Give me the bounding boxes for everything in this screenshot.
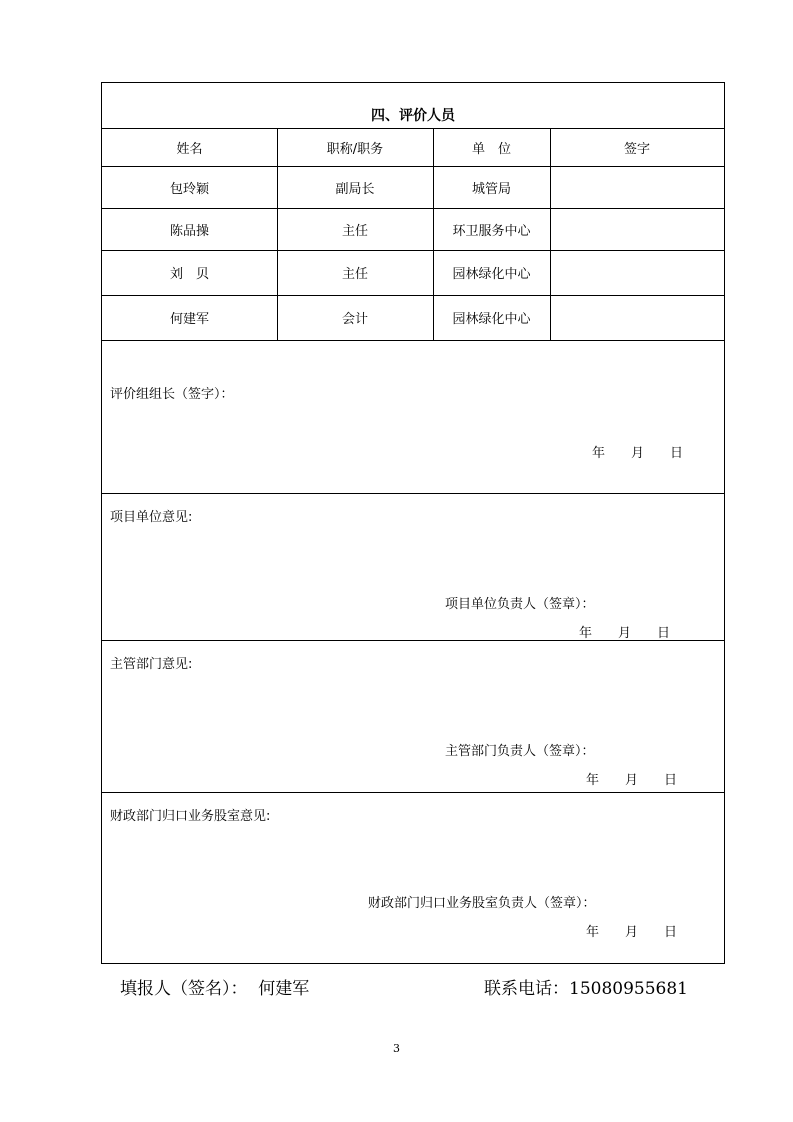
header-title: 职称/职务: [326, 141, 384, 157]
table-cell-title: 副局长: [335, 181, 375, 197]
table-cell-title: 会计: [341, 312, 368, 327]
header-signature: 签字: [623, 141, 650, 157]
table-cell-signature: [550, 166, 724, 208]
project-unit-label: 项目单位意见:: [110, 510, 193, 525]
table-cell-title: 主任: [341, 267, 368, 282]
table-cell-name: 包玲颖: [169, 181, 209, 197]
table-cell-name: 刘 贝: [169, 267, 209, 282]
table-cell-unit: 园林绿化中心: [452, 267, 531, 282]
finance-date: 年 月 日: [586, 925, 678, 940]
divider: [102, 340, 724, 341]
project-unit-date: 年 月 日: [579, 626, 671, 641]
page-number: 3: [393, 1042, 400, 1055]
filler-signature: 填报人（签名）： 何建军: [120, 979, 310, 999]
contact-phone: 联系电话：15080955681: [484, 979, 688, 999]
department-date: 年 月 日: [586, 773, 678, 788]
table-cell-signature: [550, 295, 724, 340]
finance-signer: 财政部门归口业务股室负责人（签章）：: [368, 896, 596, 911]
table-cell-signature: [550, 250, 724, 295]
project-unit-signer: 项目单位负责人（签章）：: [445, 597, 595, 612]
table-cell-unit: 环卫服务中心: [452, 223, 531, 239]
group-leader-date: 年 月 日: [592, 446, 684, 461]
header-unit: 单 位: [471, 141, 511, 157]
table-cell-unit: 园林绿化中心: [452, 312, 531, 327]
department-label: 主管部门意见:: [110, 657, 193, 672]
finance-label: 财政部门归口业务股室意见:: [110, 809, 271, 824]
evaluation-form-table: [101, 82, 725, 964]
divider: [102, 493, 724, 494]
section-title: 四、评价人员: [371, 108, 455, 124]
table-cell-name: 何建军: [169, 312, 209, 327]
table-cell-unit: 城管局: [471, 181, 511, 197]
department-signer: 主管部门负责人（签章）：: [445, 744, 595, 759]
table-cell-signature: [550, 208, 724, 250]
divider: [102, 792, 724, 793]
table-cell-name: 陈品操: [169, 223, 209, 239]
table-cell-title: 主任: [341, 223, 368, 239]
group-leader-label: 评价组组长（签字）：: [110, 387, 234, 402]
header-name: 姓名: [176, 141, 203, 157]
